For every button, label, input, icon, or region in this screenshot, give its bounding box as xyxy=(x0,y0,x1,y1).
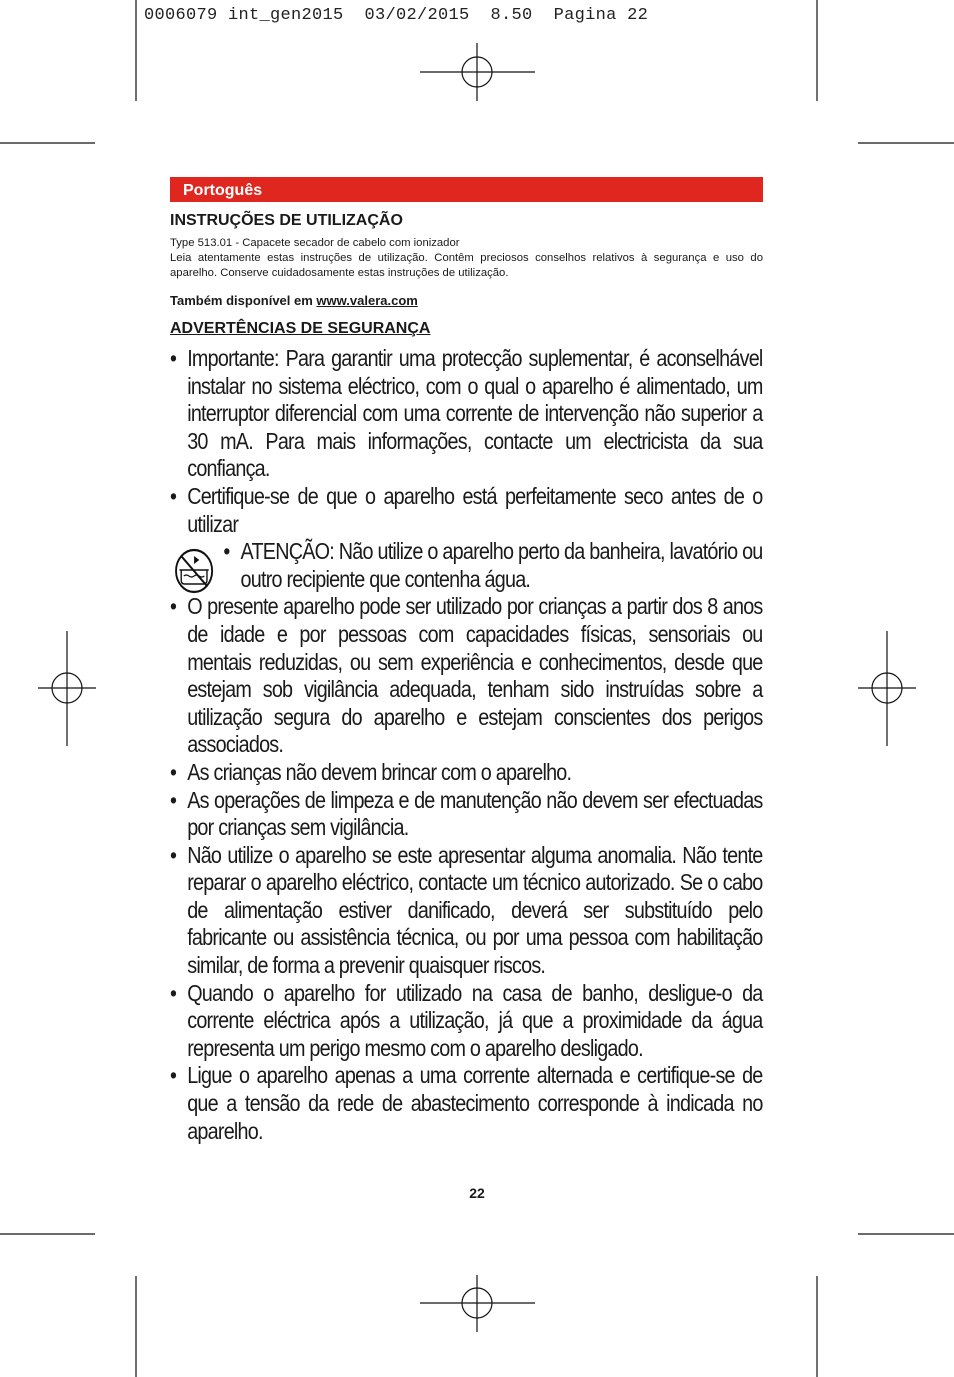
warning-item: • Não utilize o aparelho se este apresentar alguma anomalia. Não tente reparar o aparelho eléctrico, contacte um técnico autorizado. Se o cabo de alimentação estiver danificado, deverá ser substituído pelo fabricante ou assistência técnica, ou por uma pessoa com habilitação similar, de forma a prevenir quaisquer riscos. xyxy=(170,842,763,980)
print-header: 0006079 int_gen2015 03/02/2015 8.50 Pagina 22 xyxy=(144,6,649,25)
warning-item: • As operações de limpeza e de manutenção não devem ser efectuadas por crianças sem vigilância. xyxy=(170,787,763,842)
also-available-label: Também disponível em xyxy=(170,293,313,308)
warnings-list xyxy=(170,345,763,1145)
warning-bath-text: ATENÇÃO: Não utilize o aparelho perto da banheira, lavatório ou outro recipiente que contenha água. xyxy=(240,538,763,592)
instructions-title: INSTRUÇÕES DE UTILIZAÇÃO xyxy=(170,212,403,229)
no-bathtub-icon xyxy=(170,548,218,594)
warning-item: • O presente aparelho pode ser utilizado por crianças a partir dos 8 anos de idade e por pessoas com capacidades físicas, sensoriais ou mentais reduzidas, ou sem experiência e conhecimentos, desde que estejam sob vigilância adequada, tenham sido instruídas sobre a utilização segura do aparelho e estejam conscientes dos perigos associados. xyxy=(170,593,763,759)
warning-item-bath xyxy=(170,538,763,593)
registration-mark-icon-top xyxy=(420,43,535,101)
warning-item: • Certifique-se de que o aparelho está perfeitamente seco antes de o utilizar xyxy=(170,483,763,538)
also-available xyxy=(170,293,418,308)
warning-item: • Ligue o aparelho apenas a uma corrente alternada e certifique-se de que a tensão da rede de abastecimento corresponde à indicada no aparelho. xyxy=(170,1062,763,1145)
warning-item: • As crianças não devem brincar com o aparelho. xyxy=(170,759,763,787)
safety-title: ADVERTÊNCIAS DE SEGURANÇA xyxy=(170,320,431,337)
registration-mark-icon-right xyxy=(858,631,916,746)
website-link[interactable]: www.valera.com xyxy=(316,293,418,308)
intro-body: Leia atentamente estas instruções de utilização. Contêm preciosos conselhos relativos à segurança e uso do aparelho. Conserve cuidadosamente estas instruções de utilização. xyxy=(170,252,763,279)
warning-item: • Importante: Para garantir uma protecção suplementar, é aconselhável instalar no sistema eléctrico, com o qual o aparelho é alimentado, um interruptor diferencial com uma corrente de intervenção não superior a 30 mA. Para mais informações, contacte um electricista da sua confiança. xyxy=(170,345,763,483)
type-line: Type 513.01 - Capacete secador de cabelo com ionizador xyxy=(170,237,460,249)
intro-text xyxy=(170,236,763,281)
registration-mark-icon-bottom xyxy=(420,1275,535,1332)
language-banner: Portoguês xyxy=(170,177,763,202)
registration-mark-icon-left xyxy=(38,631,96,746)
page-number: 22 xyxy=(469,1185,485,1201)
warning-item: • Quando o aparelho for utilizado na casa de banho, desligue-o da corrente eléctrica após a utilização, já que a proximidade da água representa um perigo mesmo com o aparelho desligado. xyxy=(170,980,763,1063)
